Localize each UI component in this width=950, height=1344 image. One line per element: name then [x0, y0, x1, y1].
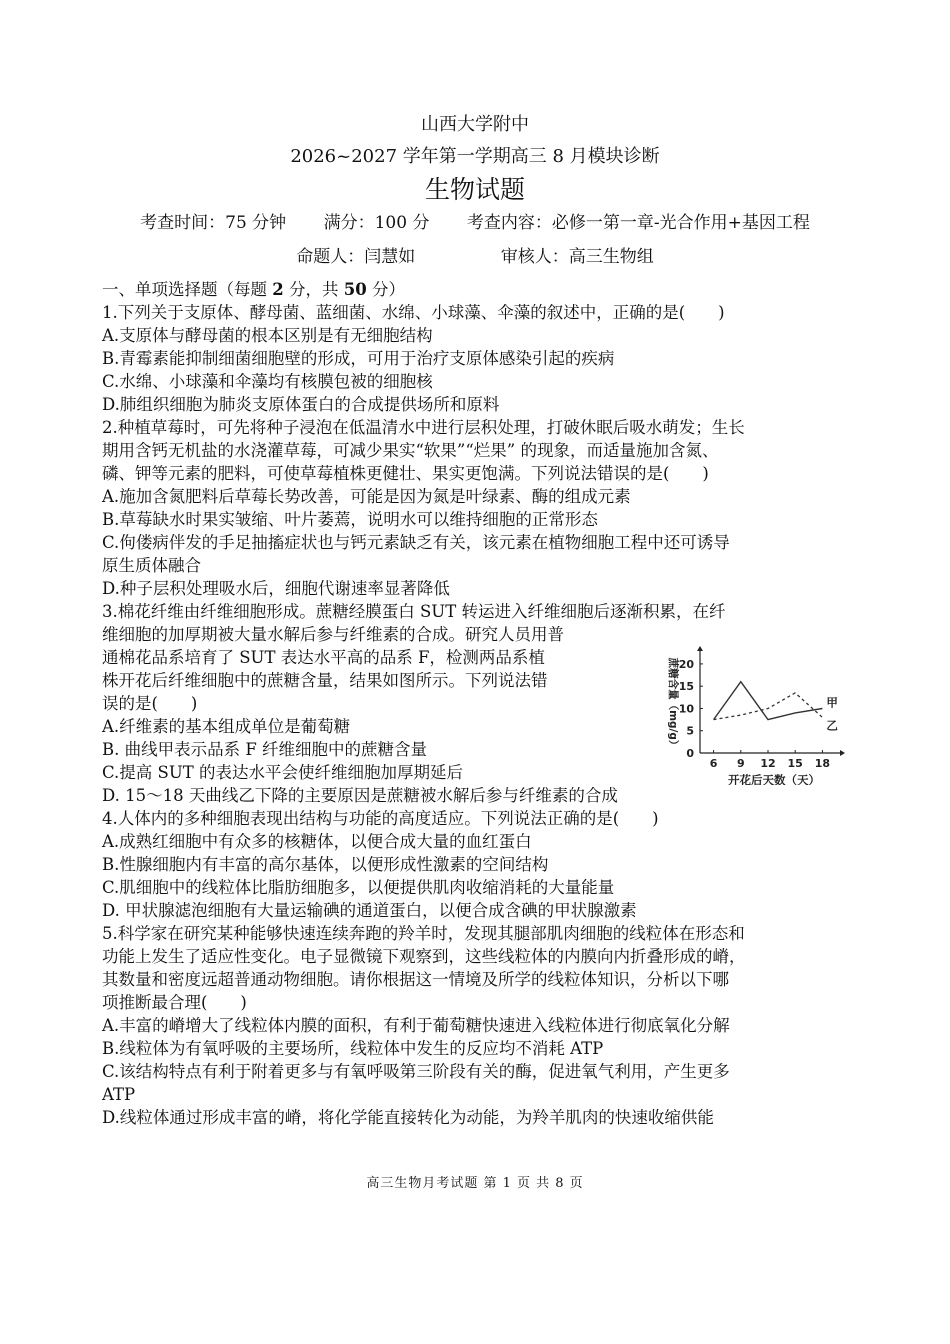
q5-option-d: D.线粒体通过形成丰富的嵴，将化学能直接转化为动能，为羚羊肌肉的快速收缩供能: [102, 1108, 714, 1127]
x-axis-label: 开花后天数（天）: [728, 773, 820, 785]
exam-content: 考查内容：必修一第一章-光合作用+基因工程: [466, 213, 810, 233]
q2-option-b: B.草莓缺水时果实皱缩、叶片萎蔫，说明水可以维持细胞的正常形态: [102, 510, 598, 529]
exam-score: 满分：100 分: [323, 213, 430, 233]
reviewer: 审核人：高三生物组: [500, 247, 654, 267]
y-tick-label: 10: [678, 702, 694, 716]
q5-stem-line: 功能上发生了适应性变化。电子显微镜下观察到，这些线粒体的内膜向内折叠形成的嵴，: [102, 947, 746, 966]
author: 命题人：闫慧如: [296, 247, 416, 267]
q2-option-c-cont: 原生质体融合: [102, 556, 201, 575]
q2-option-a: A.施加含氮肥料后草莓长势改善，可能是因为氮是叶绿素、酶的组成元素: [102, 487, 631, 506]
y-axis-label: 蔗糖含量（mg/g）: [667, 657, 679, 751]
y-tick-label: 0: [686, 747, 694, 760]
q1-option-a: A.支原体与酵母菌的根本区别是有无细胞结构: [102, 326, 433, 345]
q5-stem-line: 5.科学家在研究某种能够快速连续奔跑的羚羊时，发现其腿部肌肉细胞的线粒体在形态和: [102, 924, 745, 943]
y-tick-label: 5: [686, 724, 694, 738]
q2-option-d: D.种子层积处理吸水后，细胞代谢速率显著降低: [102, 579, 450, 598]
q3-stem-line: 通棉花品系培育了 SUT 表达水平高的品系 F，检测两品系植: [102, 648, 545, 667]
q5-stem-line: 项推断最合理( ): [102, 993, 247, 1012]
q5-stem-line: 其数量和密度远超普通动物细胞。请你根据这一情境及所学的线粒体知识，分析以下哪: [102, 970, 729, 989]
q1-option-b: B.青霉素能抑制细菌细胞壁的形成，可用于治疗支原体感染引起的疾病: [102, 349, 615, 368]
q3-option-a: A.纤维素的基本组成单位是葡萄糖: [102, 717, 351, 736]
y-axis-arrow: [697, 646, 703, 651]
q5-option-a: A.丰富的嵴增大了线粒体内膜的面积，有利于葡萄糖快速进入线粒体进行彻底氧化分解: [102, 1016, 730, 1035]
q2-option-c: C.佝偻病伴发的手足抽搐症状也与钙元素缺乏有关，该元素在植物细胞工程中还可诱导: [102, 533, 730, 552]
x-tick-label: 12: [760, 757, 776, 770]
series-label: 乙: [826, 718, 838, 733]
q1-stem: 1.下列关于支原体、酵母菌、蓝细菌、水绵、小球藻、伞藻的叙述中，正确的是( ): [102, 303, 725, 322]
y-tick-label: 15: [678, 680, 694, 694]
q4-option-d: D. 甲状腺滤泡细胞有大量运输碘的通道蛋白，以便合成含碘的甲状腺激素: [102, 901, 637, 920]
q3-stem-line: 维细胞的加厚期被大量水解后参与纤维素的合成。研究人员用普: [102, 625, 564, 644]
page-footer: 高三生物月考试题 第 1 页 共 8 页: [366, 1176, 584, 1191]
q4-option-c: C.肌细胞中的线粒体比脂肪细胞多，以便提供肌肉收缩消耗的大量能量: [102, 878, 615, 897]
exam-info: [0, 208, 950, 233]
series-label: 甲: [826, 695, 838, 710]
q1-option-c: C.水绵、小球藻和伞藻均有核膜包被的细胞核: [102, 372, 433, 391]
x-tick-label: 6: [709, 757, 718, 770]
q4-option-b: B.性腺细胞内有丰富的高尔基体，以便形成性激素的空间结构: [102, 855, 549, 874]
q5-option-c: C.该结构特点有利于附着更多与有氧呼吸第三阶段有关的酶，促进氧气利用，产生更多: [102, 1062, 730, 1081]
q5-option-b: B.线粒体为有氧呼吸的主要场所，线粒体中发生的反应均不消耗 ATP: [102, 1039, 604, 1058]
x-tick-label: 18: [814, 757, 831, 770]
sucrose-content-chart: [638, 645, 848, 785]
x-tick-label: 15: [787, 757, 803, 770]
q2-stem-line: 2.种植草莓时，可先将种子浸泡在低温清水中进行层积处理，打破休眠后吸水萌发；生长: [102, 418, 745, 437]
q5-option-c-cont: ATP: [102, 1085, 136, 1104]
q3-stem-line: 误的是( ): [102, 694, 198, 713]
exam-term: 2026~2027 学年第一学期高三 8 月模块诊断: [290, 146, 660, 167]
series-line-jia: [714, 682, 823, 720]
q4-option-a: A.成熟红细胞中有众多的核糖体，以便合成大量的血红蛋白: [102, 832, 532, 851]
q3-option-c: C.提高 SUT 的表达水平会使纤维细胞加厚期延后: [102, 763, 463, 782]
q4-stem: 4.人体内的多种细胞表现出结构与功能的高度适应。下列说法正确的是( ): [102, 809, 659, 828]
q3-stem-line: 3.棉花纤维由纤维细胞形成。蔗糖经膜蛋白 SUT 转运进入纤维细胞后逐渐积累，在纤: [102, 602, 726, 621]
section-heading: 一、单项选择题（每题 2 分，共 50 分）: [102, 280, 405, 299]
q3-option-b: B. 曲线甲表示品系 F 纤维细胞中的蔗糖含量: [102, 740, 428, 759]
q3-option-d: D. 15～18 天曲线乙下降的主要原因是蔗糖被水解后参与纤维素的合成: [102, 786, 618, 805]
exam-authors: [0, 242, 950, 267]
q1-option-d: D.肺组织细胞为肺炎支原体蛋白的合成提供场所和原料: [102, 395, 500, 414]
exam-subject: 生物试题: [424, 175, 525, 204]
q2-stem-line: 期用含钙无机盐的水浇灌草莓，可减少果实“软果”“烂果” 的现象，而适量施加含氮、: [102, 441, 719, 460]
x-tick-label: 9: [736, 757, 745, 770]
y-tick-label: 20: [678, 657, 694, 671]
x-axis-arrow: [840, 750, 845, 756]
q3-stem-line: 株开花后纤维细胞中的蔗糖含量，结果如图所示。下列说法错: [102, 671, 548, 690]
exam-time: 考查时间：75 分钟: [140, 213, 287, 233]
q2-stem-line: 磷、钾等元素的肥料，可使草莓植株更健壮、果实更饱满。下列说法错误的是( ): [102, 464, 709, 483]
school-name: 山西大学附中: [421, 114, 529, 135]
